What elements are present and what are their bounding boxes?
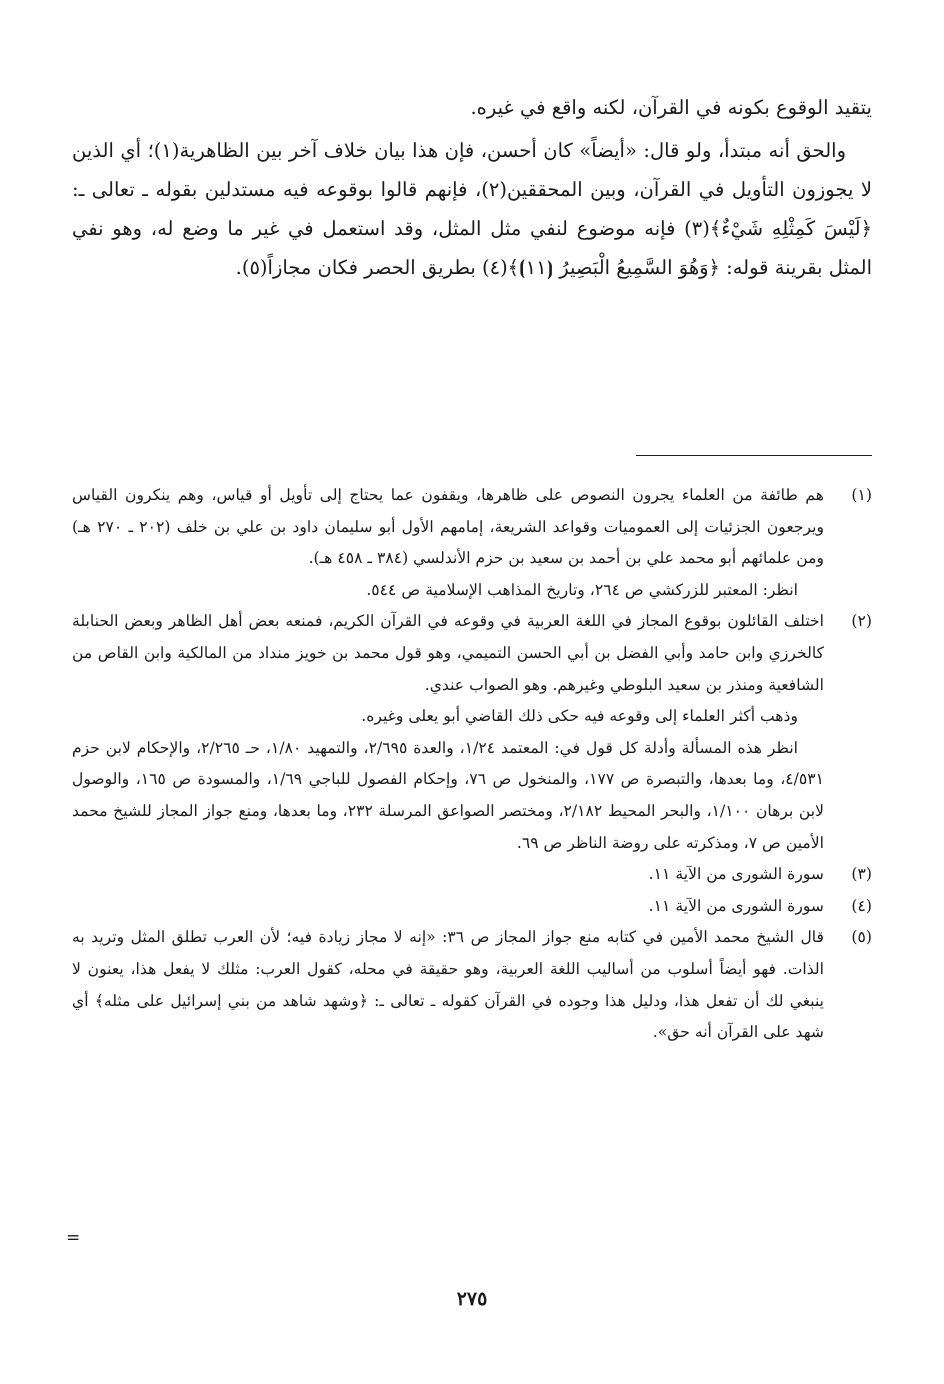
footnote-number: (٣) [851,865,872,884]
footnote-2 [72,606,872,859]
footnote-text: هم طائفة من العلماء يجرون النصوص على ظاهرها، ويقفون عما يحتاج إلى تأويل أو قياس، وهم ينكرون القياس ويرجعون الجزئيات إلى العموميات وقواعد الشريعة، إمامهم الأول أبو سليمان داود بن علي بن خلف (٢٠٢ ـ ٢٧٠ هـ) ومن علمائهم أبو محمد علي بن أحمد بن سعيد بن حزم الأندلسي (٣٨٤ ـ ٤٥٨ هـ). [72,486,824,568]
main-paragraph-2: والحق أنه مبتدأ، ولو قال: «أيضاً» كان أحسن، فإن هذا بيان خلاف آخر بين الظاهرية(١)؛ أي الذين لا يجوزون التأويل في القرآن، وبين المحققين(٢)، فإنهم قالوا بوقوعه فيه مستدلين بقوله ـ تعالى ـ: ﴿لَيْسَ كَمِثْلِهِ شَيْءٌ﴾(٣) فإنه موضوع لنفي مثل المثل، وقد استعمل في غير ما وضع له، وهو نفي المثل بقرينة قوله: ﴿وَهُوَ السَّمِيعُ الْبَصِيرُ ⦗١١⦘﴾(٤) بطريق الحصر فكان مجازاً(٥). [72,139,873,279]
footnote-5 [72,922,872,1048]
footnote-number: (٤) [851,896,872,915]
footnote-reference: انظر: المعتبر للزركشي ص ٢٦٤، وتاريخ المذاهب الإسلامية ص ٥٤٤. [366,580,798,599]
footnote-text: وذهب أكثر العلماء إلى وقوعه فيه حكى ذلك القاضي أبو يعلى وغيره. [361,707,798,726]
footnote-number: (١) [851,486,872,504]
footnote-number: (٥) [851,928,872,947]
main-paragraph-1: يتقيد الوقوع بكونه في القرآن، لكنه واقع في غيره. [470,96,872,119]
continuation-mark: = [66,1228,81,1248]
footnote-1 [72,480,872,606]
footnote-4 [72,891,872,923]
page-number: ٢٧٥ [456,1288,488,1310]
footnote-reference: انظر هذه المسألة وأدلة كل قول في: المعتمد ١/٢٤، والعدة ٢/٦٩٥، والتمهيد ١/٨٠، حـ ٢/٢٦٥، والإحكام لابن حزم ٤/٥٣١، وما بعدها، والتبصرة ص ١٧٧، والمنخول ص ٧٦، وإحكام الفصول للباجي ١/٦٩، والمسودة ص ١٦٥، والوصول لابن برهان ١/١٠٠، والبحر المحيط ٢/١٨٢، ومختصر الصواعق المرسلة ٢٣٢، وما بعدها، ومنع جواز المجاز للشيخ محمد الأمين ص ٧، ومذكرته على روضة الناظر ص ٦٩. [72,738,824,852]
main-text [72,88,872,287]
footnote-number: (٢) [851,612,872,631]
footnote-text: سورة الشورى من الآية ١١. [648,896,824,915]
footnote-text: سورة الشورى من الآية ١١. [648,865,824,884]
footnote-separator [636,455,872,456]
footnote-text: قال الشيخ محمد الأمين في كتابه منع جواز المجاز ص ٣٦: «إنه لا مجاز زيادة فيه؛ لأن العرب تطلق المثل وتريد به الذات. فهو أيضاً أسلوب من أساليب اللغة العربية، وهو حقيقة في محله، كقول العرب: مثلك لا يفعل هذا، يعنون لا ينبغي لك أن تفعل هذا، ودليل هذا وجوده في القرآن كقوله ـ تعالى ـ: ﴿وشهد شاهد من بني إسرائيل على مثله﴾ أي شهد على القرآن أنه حق». [72,928,824,1042]
book-page [66,88,873,1338]
footnote-text: اختلف القائلون بوقوع المجاز في اللغة العربية في وقوعه في القرآن الكريم، فمنعه بعض أهل الظاهر وبعض الحنابلة كالخرزي وابن حامد وأبي الفضل بن أبي الحسن التميمي، وهو قول محمد بن خويز منداد من المالكية وابن القاص من الشافعية ومنذر بن سعيد البلوطي وغيرهم. وهو الصواب عندي. [72,612,824,694]
footnotes [72,480,872,1049]
footnote-3 [72,859,872,891]
